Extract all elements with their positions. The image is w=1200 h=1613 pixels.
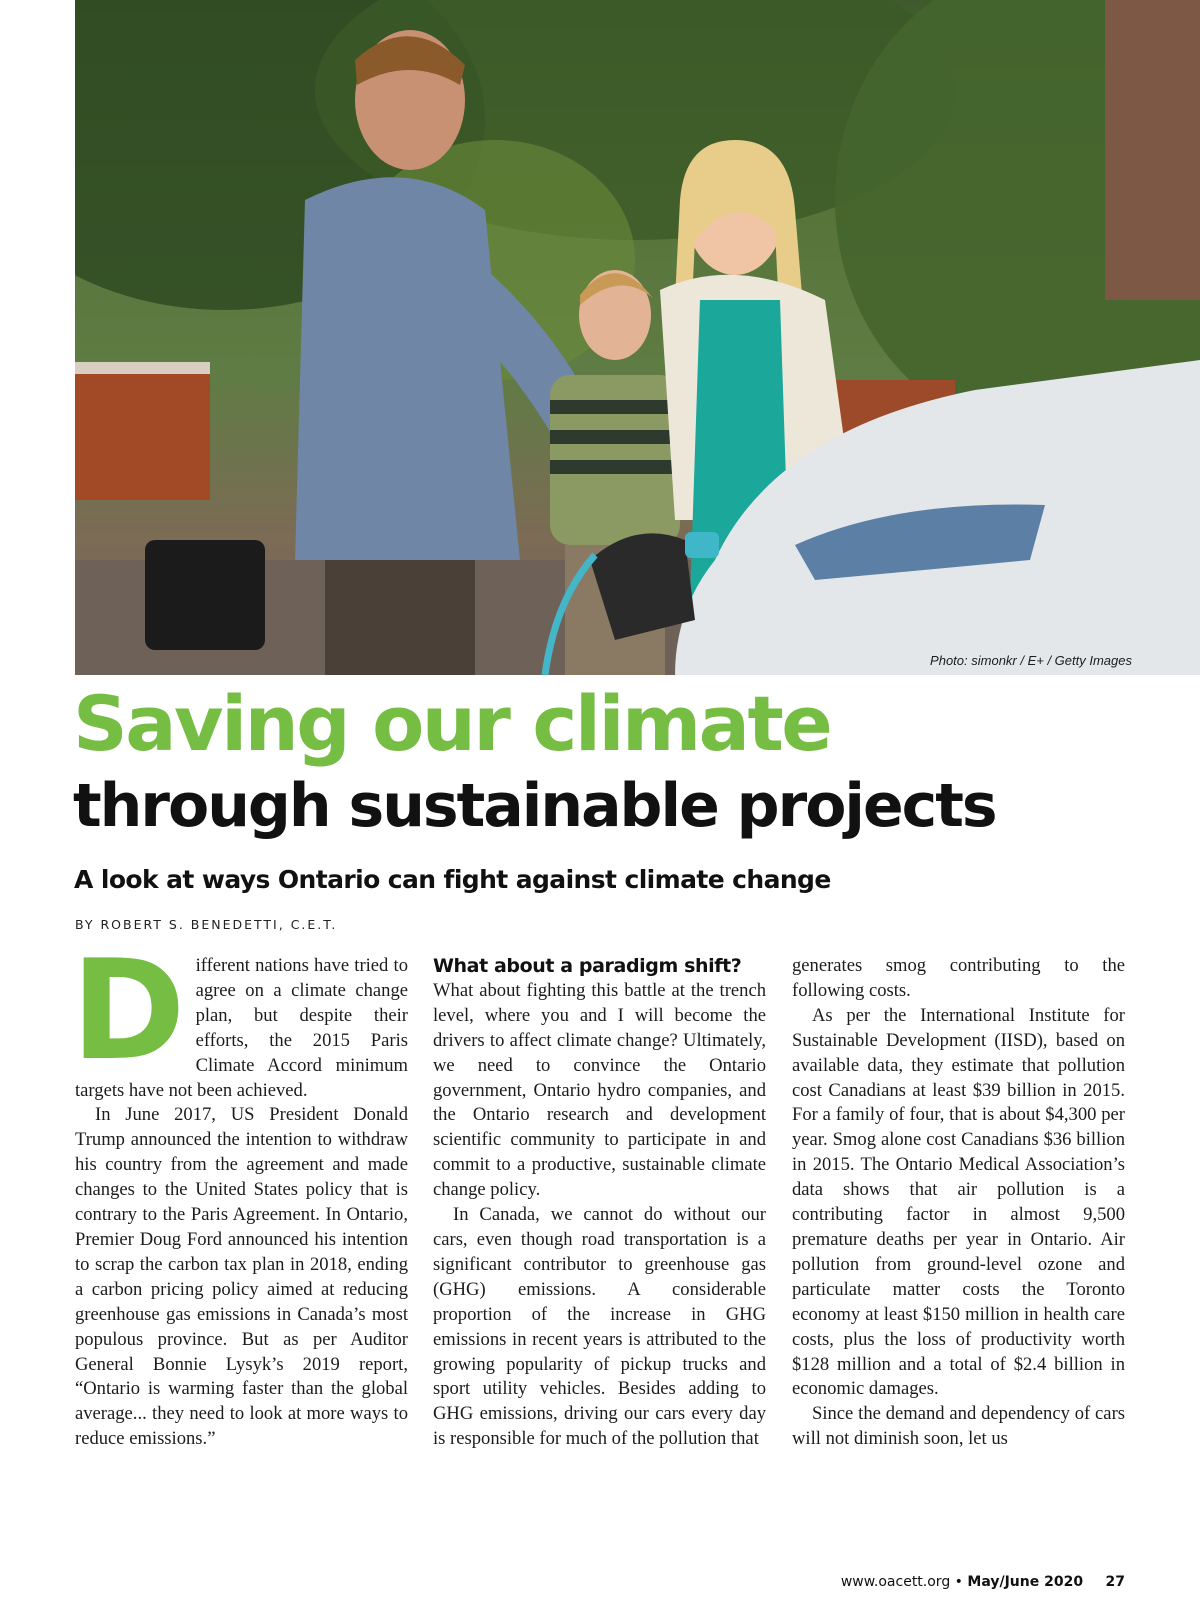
article-column-2 — [433, 954, 766, 1452]
paragraph: In June 2017, US President Donald Trump announced the intention to withdraw his country from the agreement and made changes to the United States policy that is contrary to the Paris Agreement. In Ontario, Premier Doug Ford announced his intention to scrap the carbon tax plan in 2018, ending a carbon pricing policy aimed at reducing greenhouse gas emissions in Canada’s most populous province. But as per Auditor General Bonnie Lysyk’s 2019 report, “Ontario is warming faster than the global average... they need to look at more ways to reduce emissions.” — [75, 1104, 408, 1450]
section-heading: What about a paradigm shift? — [433, 955, 742, 977]
byline: BY ROBERT S. BENEDETTI, C.E.T. — [75, 917, 338, 932]
paragraph: As per the International Institute for Sustainable Development (IISD), based on available data, they estimate that pollution cost Canadians at least $39 billion in 2015. For a family of four, that is about $4,300 per year. Smog alone cost Canadians $36 billion in 2015. The Ontario Medical Association’s data shows that air pollution is a contributing factor in almost 9,500 premature deaths per year in Ontario. Air pollution from ground-level ozone and particulate matter costs the Toronto economy at least $150 million in health care costs, plus the loss of productivity worth $128 million and a total of $2.4 billion in economic damages. — [792, 1004, 1125, 1400]
page-number: 27 — [1105, 1574, 1125, 1590]
paragraph: Since the demand and dependency of cars will not diminish soon, let us — [792, 1403, 1125, 1450]
photo-credit: Photo: simonkr / E+ / Getty Images — [930, 653, 1132, 668]
headline-primary: Saving our climate — [73, 679, 831, 768]
drop-cap: D — [71, 930, 186, 1091]
paragraph: generates smog contributing to the following costs. — [792, 955, 1125, 1001]
article-column-3 — [792, 954, 1125, 1452]
subheadline: A look at ways Ontario can fight against climate change — [74, 865, 831, 894]
hero-photo — [75, 0, 1200, 675]
page-footer — [841, 1574, 1125, 1590]
family-charging-car-illustration — [75, 0, 1200, 675]
issue-date: May/June 2020 — [967, 1574, 1084, 1590]
article-column-1 — [71, 930, 408, 1452]
paragraph: What about fighting this battle at the trench level, where you and I will become the drivers to affect climate change? Ultimately, we need to convince the Ontario government, Ontario hydro companies, and the Ontario research and development scientific community to participate in and commit to a productive, sustainable climate change policy. — [433, 979, 766, 1201]
paragraph: In Canada, we cannot do without our cars, even though road transportation is a significant contributor to greenhouse gas (GHG) emissions. A considerable proportion of the increase in GHG emissions in recent years is attributed to the growing popularity of pickup trucks and sport utility vehicles. Besides adding to GHG emissions, driving our cars every day is responsible for much of the pollution that — [433, 1204, 766, 1450]
website-link[interactable]: www.oacett.org — [840, 1574, 951, 1590]
paragraph: ifferent nations have tried to agree on a climate change plan, but despite their efforts, the 2015 Paris Climate Accord minimum targets have not been achieved. — [75, 955, 408, 1101]
headline-secondary: through sustainable projects — [73, 771, 996, 841]
footer-separator: • — [954, 1574, 963, 1590]
